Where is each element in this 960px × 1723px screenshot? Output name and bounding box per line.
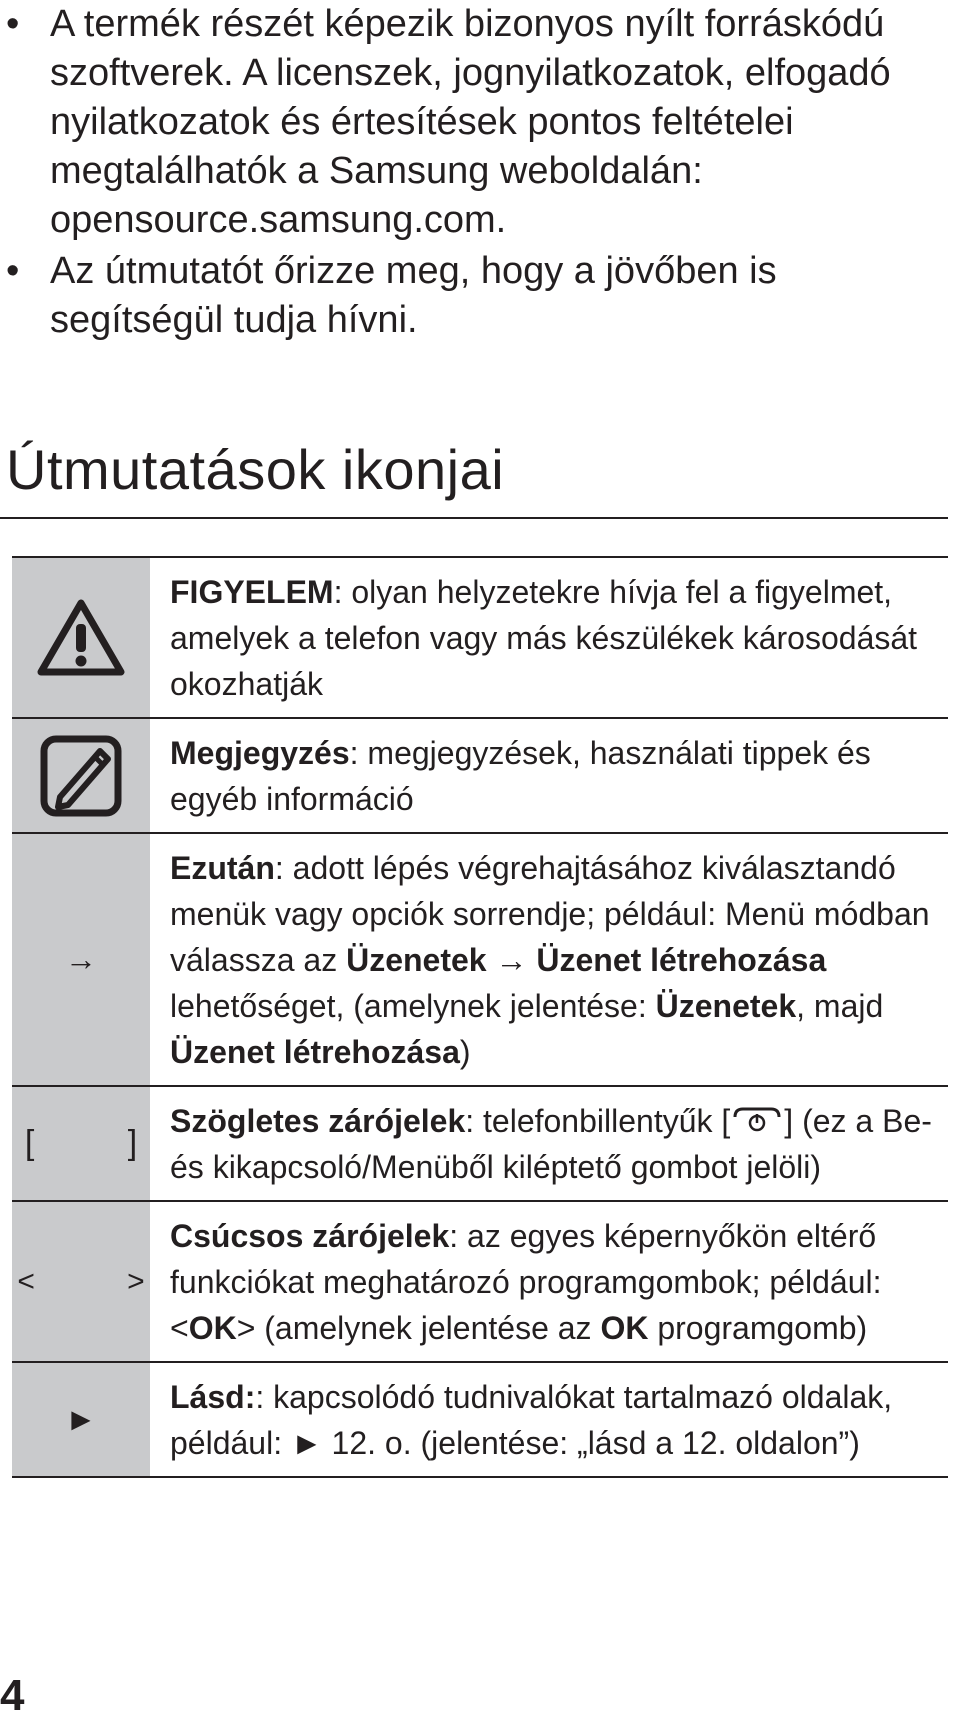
legend-bold-term: OK [600, 1310, 649, 1346]
legend-text: : adott lépés végrehajtásához kiválasztandó menük vagy opciók sorrendje; például: Menü módban válassza az [170, 850, 930, 978]
legend-row-angle-brackets [12, 1202, 948, 1363]
note-pencil-icon [38, 733, 124, 819]
legend-text: : olyan helyzetekre hívja fel a figyelmet, amelyek a telefon vagy más készülékek károsodását okozhatják [170, 574, 918, 702]
icon-legend-table [12, 556, 948, 1478]
legend-bold-term: Üzenet létrehozása [536, 942, 827, 978]
title-divider [0, 517, 948, 519]
legend-row-then [12, 834, 948, 1087]
bullet-item [0, 247, 940, 345]
legend-text: > (amelynek jelentése az [236, 1310, 601, 1346]
legend-text: : kapcsolódó tudnivalókat tartalmazó oldalak, például: ► 12. o. (jelentése: „lásd a 12. oldalon”) [170, 1379, 893, 1461]
bullet-text: A termék részét képezik bizonyos nyílt forráskódú szoftverek. A licenszek, jognyilatkozatok, elfogadó nyilatkozatok és értesítések pontos feltételei megtalálhatók a Samsung weboldalán: opensource.samsung.com. [50, 3, 891, 241]
legend-bold-term: Üzenetek [655, 988, 797, 1024]
bullet-text: Az útmutatót őrizze meg, hogy a jövőben is segítségül tudja hívni. [50, 250, 777, 341]
legend-label: Csúcsos zárójelek [170, 1218, 450, 1254]
legend-label: Megjegyzés [170, 735, 350, 771]
square-brackets-icon: [ ] [24, 1124, 180, 1162]
legend-description [150, 558, 948, 717]
legend-bold-term: OK [188, 1310, 237, 1346]
legend-description [150, 834, 948, 1085]
bullet-item [0, 0, 940, 245]
triangle-pointer-icon: ► [65, 1401, 97, 1437]
legend-label: Ezután [170, 850, 275, 886]
legend-row-square-brackets [12, 1087, 948, 1202]
legend-description [150, 1087, 948, 1200]
legend-description [150, 1363, 948, 1476]
legend-text: lehetőséget, (amelynek jelentése: [170, 988, 656, 1024]
legend-row-see-also [12, 1363, 948, 1478]
intro-bullets [0, 0, 940, 345]
legend-row-note [12, 719, 948, 834]
legend-text: ) [459, 1034, 471, 1070]
legend-text: programgomb) [648, 1310, 868, 1346]
legend-bold-term: Üzenetek [346, 942, 487, 978]
icon-cell [12, 834, 150, 1085]
icon-cell [12, 719, 150, 832]
legend-label: Lásd: [170, 1379, 256, 1415]
legend-text: : az egyes képernyőkön eltérő funkciókat meghatározó programgombok; például: < [170, 1218, 882, 1346]
icon-cell [12, 1087, 180, 1200]
angle-brackets-icon: < > [17, 1264, 187, 1298]
legend-text: ] (ez a Be- és kikapcsoló/Menüből kiléptető gombot jelöli) [170, 1103, 932, 1185]
bullet-dot: • [6, 3, 20, 45]
warning-triangle-icon [35, 596, 127, 680]
legend-description [150, 719, 948, 832]
icon-cell [12, 1202, 187, 1361]
icon-cell [12, 558, 150, 717]
section-title: Útmutatások ikonjai [6, 438, 505, 501]
arrow-right-icon: → [65, 941, 97, 977]
page-number: 4 [0, 1671, 25, 1720]
icon-cell [12, 1363, 150, 1476]
legend-description [150, 1202, 948, 1361]
bullet-dot: • [6, 250, 20, 292]
legend-text: → [486, 942, 537, 978]
power-key-icon [731, 1105, 783, 1135]
legend-label: Szögletes zárójelek [170, 1103, 466, 1139]
legend-text: , majd [796, 988, 884, 1024]
legend-label: FIGYELEM [170, 574, 334, 610]
legend-bold-term: Üzenet létrehozása [170, 1034, 460, 1070]
legend-row-warning [12, 556, 948, 719]
legend-text: : telefonbillentyűk [ [465, 1103, 731, 1139]
legend-text: : megjegyzések, használati tippek és egyéb információ [170, 735, 871, 817]
